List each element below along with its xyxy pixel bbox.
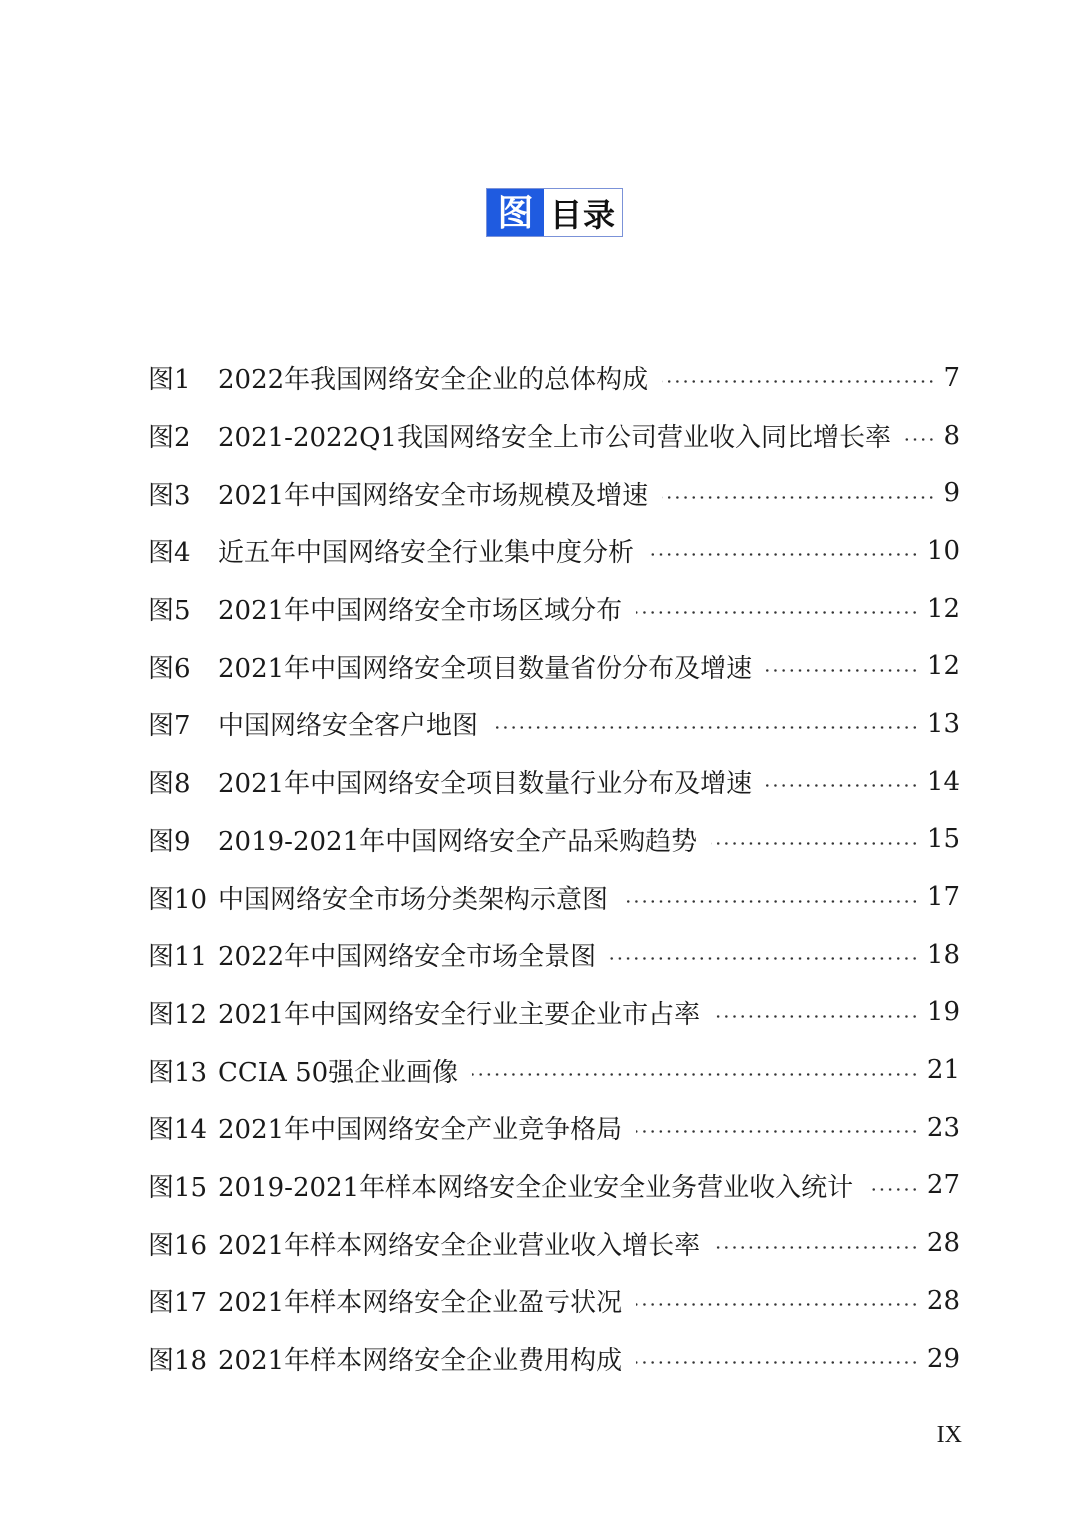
toc-entry[interactable]: [148, 407, 960, 465]
figure-page: 10: [926, 535, 960, 566]
figure-page: 28: [926, 1228, 960, 1259]
toc-entry[interactable]: [148, 1099, 960, 1157]
page-number: IX: [936, 1422, 962, 1448]
figure-title: 2021年中国网络安全市场规模及增速: [218, 480, 649, 511]
figure-title: 2022年中国网络安全市场全景图: [218, 942, 597, 973]
figure-list: [148, 349, 960, 1387]
heading-title: 目录: [549, 195, 616, 234]
toc-entry[interactable]: [148, 522, 960, 580]
figure-label: 图15: [148, 1172, 208, 1203]
figure-page: 29: [926, 1343, 960, 1374]
figure-title: 2021年中国网络安全项目数量省份分布及增速: [218, 653, 753, 684]
figure-label: 图7: [148, 711, 191, 742]
figure-title: 2019-2021年样本网络安全企业安全业务营业收入统计: [218, 1172, 854, 1203]
dot-leader: [766, 784, 919, 787]
figure-title: 2021年中国网络安全行业主要企业市占率: [218, 999, 701, 1030]
toc-entry[interactable]: [148, 1272, 960, 1330]
figure-label: 图9: [148, 826, 191, 857]
figure-page: 12: [926, 593, 960, 624]
figure-title: 2019-2021年中国网络安全产品采购趋势: [218, 826, 698, 857]
figure-page: 12: [926, 651, 960, 682]
figure-page: 19: [926, 997, 960, 1028]
figure-label: 图12: [148, 999, 208, 1030]
dot-leader: [905, 438, 935, 441]
dot-leader: [714, 1015, 919, 1018]
figure-page: 9: [943, 478, 960, 509]
dot-leader: [714, 1246, 919, 1249]
dot-leader: [636, 1303, 919, 1306]
figure-page: 21: [926, 1055, 960, 1086]
toc-entry[interactable]: [148, 868, 960, 926]
dot-leader: [648, 553, 919, 556]
toc-entry[interactable]: [148, 926, 960, 984]
figure-page: 14: [926, 766, 960, 797]
figure-label: 图5: [148, 596, 191, 627]
toc-entry[interactable]: [148, 1157, 960, 1215]
figure-title: 2021年样本网络安全企业盈亏状况: [218, 1288, 623, 1319]
dot-leader: [492, 726, 919, 729]
figure-title: 2022年我国网络安全企业的总体构成: [218, 365, 649, 396]
figure-page: 18: [926, 939, 960, 970]
toc-entry[interactable]: [148, 349, 960, 407]
figure-page: 8: [943, 420, 960, 451]
figure-title: CCIA 50强企业画像: [218, 1057, 459, 1088]
dot-leader: [766, 669, 919, 672]
figure-page: 15: [926, 824, 960, 855]
toc-entry[interactable]: [148, 811, 960, 869]
figure-page: 27: [926, 1170, 960, 1201]
figure-label: 图4: [148, 538, 191, 569]
toc-entry[interactable]: [148, 1330, 960, 1388]
toc-entry[interactable]: [148, 580, 960, 638]
figure-page: 13: [926, 708, 960, 739]
figure-title: 2021年中国网络安全市场区域分布: [218, 596, 623, 627]
dot-leader: [711, 842, 919, 845]
dot-leader: [662, 380, 935, 383]
dot-leader: [622, 900, 919, 903]
toc-entry[interactable]: [148, 464, 960, 522]
figure-page: 7: [943, 362, 960, 393]
figure-label: 图17: [148, 1288, 208, 1319]
figure-title: 2021年样本网络安全企业费用构成: [218, 1346, 623, 1377]
dot-leader: [610, 957, 919, 960]
figure-label: 图2: [148, 423, 191, 454]
figure-page: 23: [926, 1112, 960, 1143]
toc-entry[interactable]: [148, 984, 960, 1042]
dot-leader: [472, 1073, 919, 1076]
toc-entry[interactable]: [148, 1041, 960, 1099]
toc-entry[interactable]: [148, 695, 960, 753]
figure-label: 图18: [148, 1346, 208, 1377]
heading-badge: 图: [487, 189, 544, 236]
figure-label: 图11: [148, 942, 208, 973]
figure-label: 图3: [148, 480, 191, 511]
dot-leader: [636, 1361, 919, 1364]
figure-title: 2021-2022Q1我国网络安全上市公司营业收入同比增长率: [218, 423, 891, 454]
figure-title: 中国网络安全市场分类架构示意图: [218, 884, 609, 915]
figure-title: 2021年样本网络安全企业营业收入增长率: [218, 1230, 701, 1261]
toc-entry[interactable]: [148, 753, 960, 811]
figure-title: 中国网络安全客户地图: [218, 711, 479, 742]
dot-leader: [636, 611, 919, 614]
toc-entry[interactable]: [148, 637, 960, 695]
toc-entry[interactable]: [148, 1214, 960, 1272]
figure-label: 图8: [148, 769, 191, 800]
figure-page: 17: [926, 882, 960, 913]
figure-label: 图6: [148, 653, 191, 684]
figure-label: 图1: [148, 365, 191, 396]
figure-label: 图16: [148, 1230, 208, 1261]
dot-leader: [636, 1130, 919, 1133]
figure-page: 28: [926, 1285, 960, 1316]
figure-label: 图10: [148, 884, 208, 915]
toc-heading: [486, 188, 623, 237]
figure-label: 图13: [148, 1057, 208, 1088]
figure-label: 图14: [148, 1115, 208, 1146]
dot-leader: [662, 496, 935, 499]
figure-title: 近五年中国网络安全行业集中度分析: [218, 538, 635, 569]
figure-title: 2021年中国网络安全产业竞争格局: [218, 1115, 623, 1146]
dot-leader: [867, 1188, 919, 1191]
figure-title: 2021年中国网络安全项目数量行业分布及增速: [218, 769, 753, 800]
